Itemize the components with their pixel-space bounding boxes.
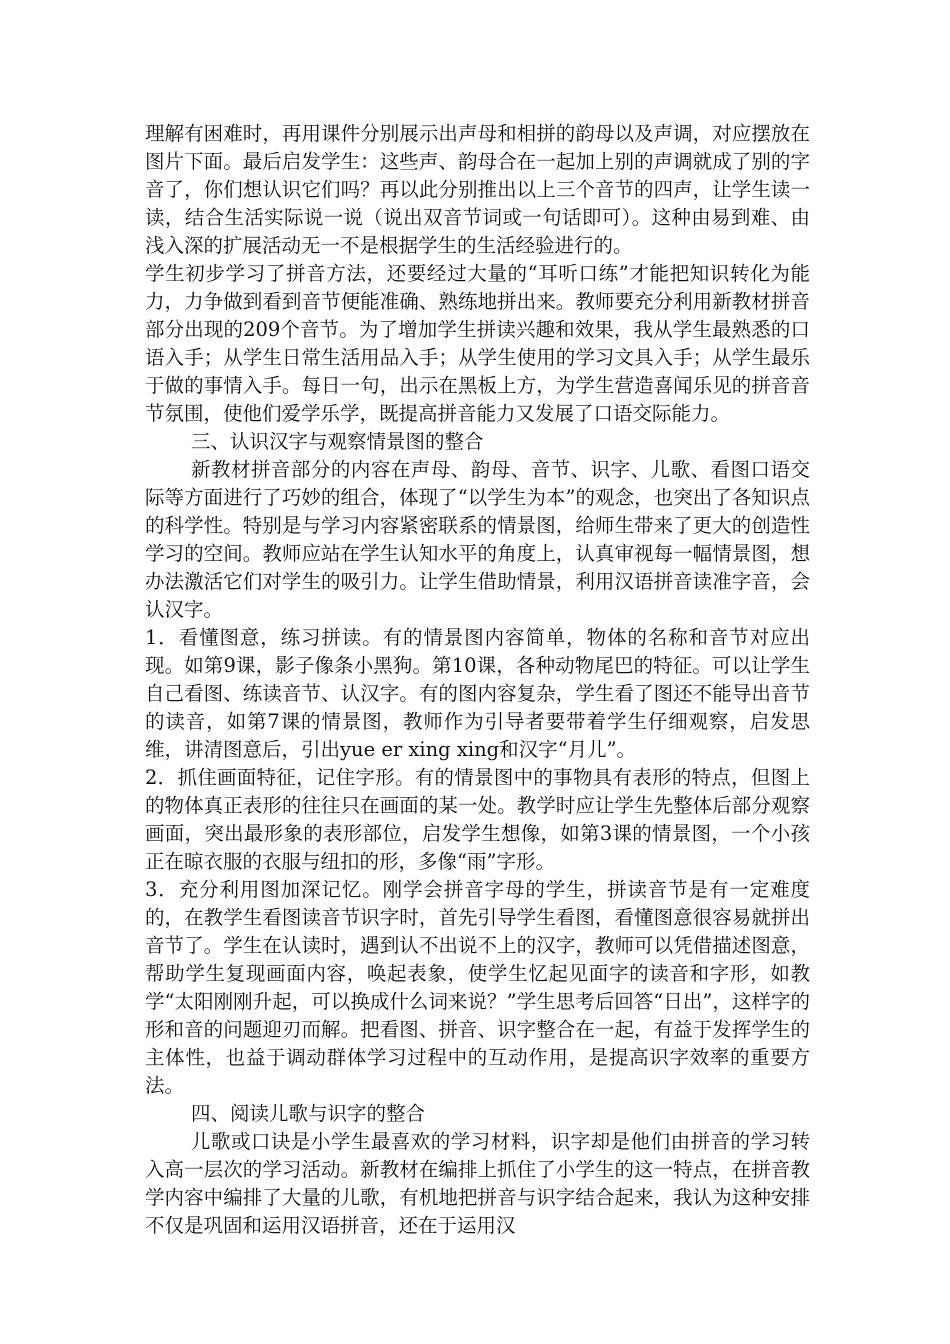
document-page <box>145 120 810 1240</box>
section-heading-3: 三、认识汉字与观察情景图的整合 <box>191 430 484 453</box>
paragraph-1: 理解有困难时，再用课件分别展示出声母和相拼的韵母以及声调，对应摆放在图片下面。最后启发学生：这些声、韵母合在一起加上别的声调就成了别的字音了，你们想认识它们吗？再以此分别推出以上三个音节的四声，让学生读一读，结合生活实际说一说（说出双音节词或一句话即可）。这种由易到难、由浅入深的扩展活动无一不是根据学生的生活经验进行的。 <box>145 122 810 257</box>
list-item-2: 2．抓住画面特征，记住字形。有的情景图中的事物具有表形的特点，但图上的物体真正表形的往往只在画面的某一处。教学时应让学生先整体后部分观察画面，突出最形象的表形部位，启发学生想像，如第3课的情景图，一个小孩正在晾衣服的衣服与纽扣的形，多像“雨”字形。 <box>145 766 810 873</box>
list-item-3: 3．充分利用图加深记忆。刚学会拼音字母的学生，拼读音节是有一定难度的，在教学生看图读音节识字时，首先引导学生看图，看懂图意很容易就拼出音节了。学生在认读时，遇到认不出说不上的汉字，教师可以凭借描述图意，帮助学生复现画面内容，唤起表象，使学生忆起见面字的读音和字形，如教学“太阳刚刚升起，可以换成什么词来说？”学生思考后回答“日出”，这样字的形和音的问题迎刃而解。把看图、拼音、识字整合在一起，有益于发挥学生的主体性，也益于调动群体学习过程中的互动作用，是提高识字效率的重要方法。 <box>145 878 810 1097</box>
paragraph-4: 儿歌或口诀是小学生最喜欢的学习材料，识字却是他们由拼音的学习转入高一层次的学习活动。新教材在编排上抓住了小学生的这一特点，在拼音教学内容中编排了大量的儿歌，有机地把拼音与识字结合起来，我认为这种安排不仅是巩固和运用汉语拼音，还在于运用汉 <box>145 1130 810 1237</box>
list-item-1: 1．看懂图意，练习拼读。有的情景图内容简单，物体的名称和音节对应出现。如第9课，影子像条小黑狗。第10课，各种动物尾巴的特征。可以让学生自己看图、练读音节、认汉字。有的图内容复杂，学生看了图还不能导出音节的读音，如第7课的情景图，教师作为引导者要带着学生仔细观察，启发思维，讲清图意后，引出yue er xing xing和汉字“月儿”。 <box>145 626 810 761</box>
section-heading-4: 四、阅读儿歌与识字的整合 <box>191 1102 426 1125</box>
paragraph-3: 新教材拼音部分的内容在声母、韵母、音节、识字、儿歌、看图口语交际等方面进行了巧妙的组合，体现了“以学生为本”的观念，也突出了各知识点的科学性。特别是与学习内容紧密联系的情景图，给师生带来了更大的创造性学习的空间。教师应站在学生认知水平的角度上，认真审视每一幅情景图，想办法激活它们对学生的吸引力。让学生借助情景，利用汉语拼音读准字音，会认汉字。 <box>145 458 810 621</box>
paragraph-2: 学生初步学习了拼音方法，还要经过大量的“耳听口练”才能把知识转化为能力，力争做到看到音节便能准确、熟练地拼出来。教师要充分利用新教材拼音部分出现的209个音节。为了增加学生拼读兴趣和效果，我从学生最熟悉的口语入手；从学生日常生活用品入手；从学生使用的学习文具入手；从学生最乐于做的事情入手。每日一句，出示在黑板上方，为学生营造喜闻乐见的拼音音节氛围，使他们爱学乐学，既提高拼音能力又发展了口语交际能力。 <box>145 262 810 425</box>
